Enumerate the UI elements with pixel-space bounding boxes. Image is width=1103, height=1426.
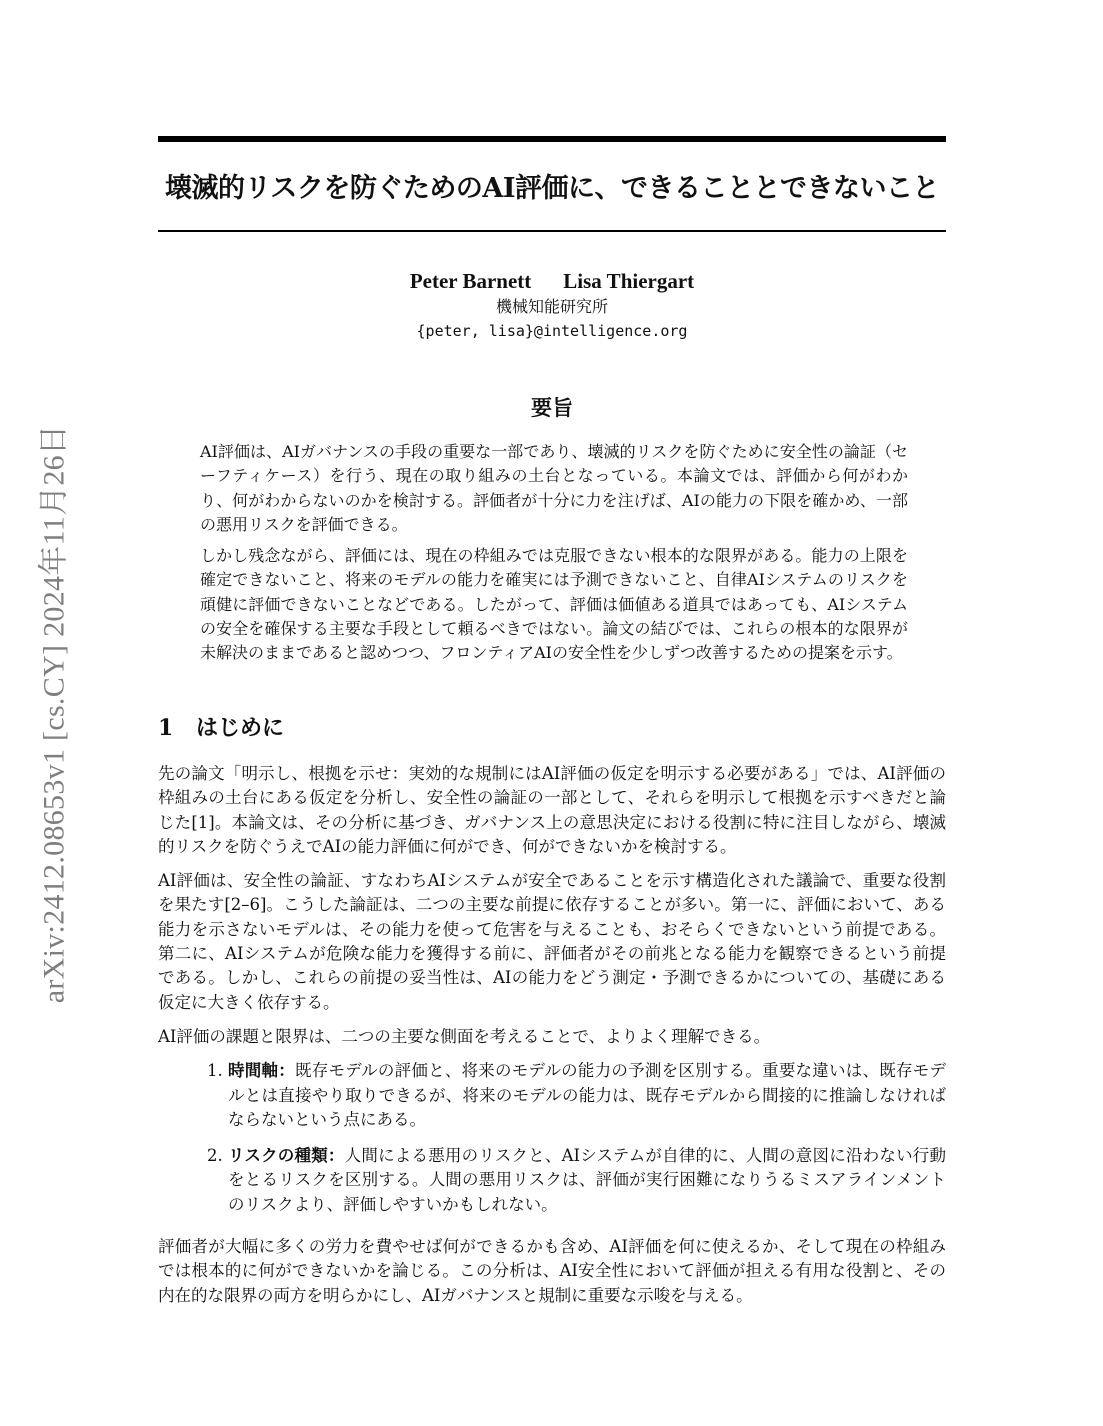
body-paragraph: 評価者が大幅に多くの労力を費やせば何ができるかも含め、AI評価を何に使えるか、そして現在の枠組みでは根本的に何ができないかを論じる。この分析は、AI安全性において評価が担える有用な役割と、その内在的な限界の両方を明らかにし、AIガバナンスと規制に重要な示唆を与える。 xyxy=(158,1237,946,1305)
section-body xyxy=(158,762,946,1318)
arxiv-side-stamp xyxy=(22,372,78,1056)
title-bottom-rule xyxy=(158,230,946,232)
author-list xyxy=(158,268,946,294)
title-top-rule xyxy=(158,136,946,142)
author-name: Lisa Thiergart xyxy=(563,269,695,293)
list-item-text: 既存モデルの評価と、将来のモデルの能力の予測を区別する。重要な違いは、既存モデルとは直接やり取りできるが、将来のモデルの能力は、既存モデルから間接的に推論しなければならないという点にある。 xyxy=(228,1061,946,1129)
paper-title: 壊滅的リスクを防ぐためのAI評価に、できることとできないこと xyxy=(164,173,940,204)
author-name: Peter Barnett xyxy=(409,269,532,293)
list-item-term: リスクの種類： xyxy=(228,1146,345,1166)
abstract-body xyxy=(200,440,908,673)
list-item xyxy=(228,1059,946,1132)
list-item-text: 人間による悪用のリスクと、AIシステムが自律的に、人間の意図に沿わない行動をとるリスクを区別する。人間の悪用リスクは、評価が実行困難になりうるミスアラインメントのリスクより、評価しやすいかもしれない。 xyxy=(228,1146,946,1214)
abstract-heading: 要旨 xyxy=(531,395,573,420)
abstract-paragraph: AI評価は、AIガバナンスの手段の重要な一部であり、壊滅的リスクを防ぐために安全性の論証（セーフティケース）を行う、現在の取り組みの土台となっている。本論文では、評価から何がわかり、何がわからないのかを検討する。評価者が十分に力を注げば、AIの能力の下限を確かめ、一部の悪用リスクを評価できる。 xyxy=(200,442,908,534)
section-title: はじめに xyxy=(196,715,285,741)
list-item xyxy=(228,1144,946,1217)
arxiv-identifier: arXiv:2412.08653v1 [cs.CY] 2024年11月26日 xyxy=(37,424,71,1004)
author-email: {peter, lisa}@intelligence.org xyxy=(416,322,688,340)
abstract-paragraph: しかし残念ながら、評価には、現在の枠組みでは克服できない根本的な限界がある。能力の上限を確定できないこと、将来のモデルの能力を確実には予測できないこと、自律AIシステムのリスクを頑健に評価できないことなどである。したがって、評価は価値ある道具ではあっても、AIシステムの安全を確保する主要な手段として頼るべきではない。論文の結びでは、これらの根本的な限界が未解決のままであると認めつつ、フロンティアAIの安全性を少しずつ改善するための提案を示す。 xyxy=(200,546,908,663)
section-number: 1 xyxy=(158,715,174,741)
body-paragraph: AI評価の課題と限界は、二つの主要な側面を考えることで、よりよく理解できる。 xyxy=(158,1026,771,1046)
body-paragraph: 先の論文「明示し、根拠を示せ：実効的な規制にはAI評価の仮定を明示する必要がある」では、AI評価の枠組みの土台にある仮定を分析し、安全性の論証の一部として、それらを明示して根拠を示すべきだと論じた[1]。本論文は、その分析に基づき、ガバナンス上の意思決定における役割に特に注目しながら、壊滅的リスクを防ぐうえでAIの能力評価に何ができ、何ができないかを検討する。 xyxy=(158,764,946,856)
numbered-list xyxy=(158,1059,946,1217)
list-item-term: 時間軸： xyxy=(228,1061,295,1081)
affiliation: 機械知能研究所 xyxy=(495,297,608,316)
body-paragraph: AI評価は、安全性の論証、すなわちAIシステムが安全であることを示す構造化された議論で、重要な役割を果たす[2–6]。こうした論証は、二つの主要な前提に依存することが多い。第一に、評価において、ある能力を示さないモデルは、その能力を使って危害を与えることも、おそらくできないという前提である。第二に、AIシステムが危険な能力を獲得する前に、評価者がその前兆となる能力を観察できるという前提である。しかし、これらの前提の妥当性は、AIの能力をどう測定・予測できるかについての、基礎にある仮定に大きく依存する。 xyxy=(158,871,946,1012)
section-heading xyxy=(158,712,284,744)
